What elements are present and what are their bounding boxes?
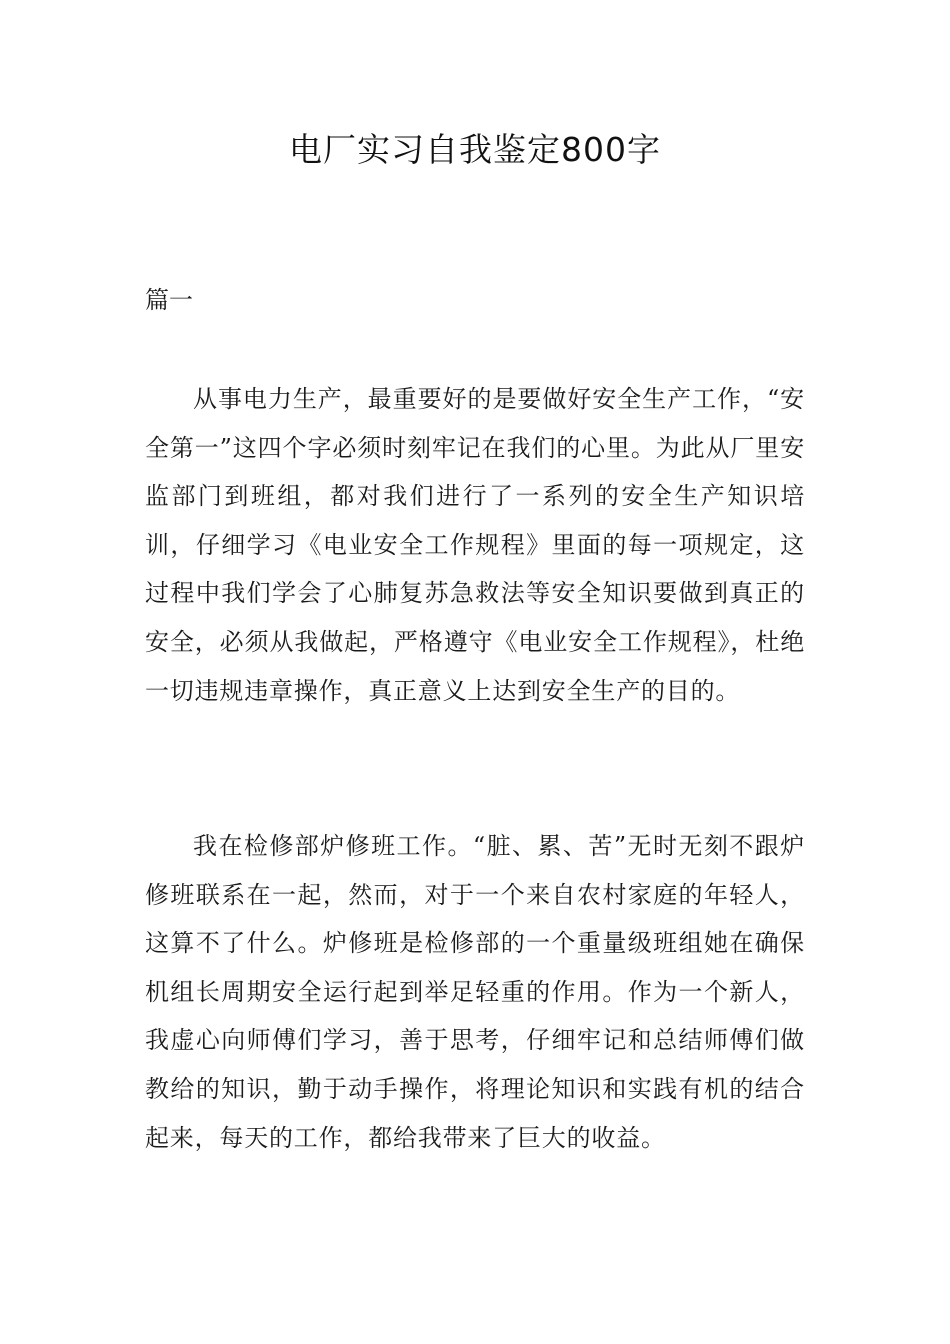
paragraph-1: 从事电力生产，最重要好的是要做好安全生产工作，“安全第一”这四个字必须时刻牢记在我们的心里。为此从厂里安监部门到班组，都对我们进行了一系列的安全生产知识培训，仔细学习《电业安全工作规程》里面的每一项规定，这过程中我们学会了心肺复苏急救法等安全知识要做到真正的安全，必须从我做起，严格遵守《电业安全工作规程》，杜绝一切违规违章操作，真正意义上达到安全生产的目的。 [145, 385, 805, 705]
document-title: 电厂实习自我鉴定800字 [289, 130, 661, 169]
section-label: 篇一 [145, 286, 193, 314]
paragraph-2: 我在检修部炉修班工作。“脏、累、苦”无时无刻不跟炉修班联系在一起，然而，对于一个来自农村家庭的年轻人，这算不了什么。炉修班是检修部的一个重量级班组她在确保机组长周期安全运行起到举足轻重的作用。作为一个新人，我虚心向师傅们学习，善于思考，仔细牢记和总结师傅们做教给的知识，勤于动手操作，将理论知识和实践有机的结合起来，每天的工作，都给我带来了巨大的收益。 [145, 832, 805, 1152]
